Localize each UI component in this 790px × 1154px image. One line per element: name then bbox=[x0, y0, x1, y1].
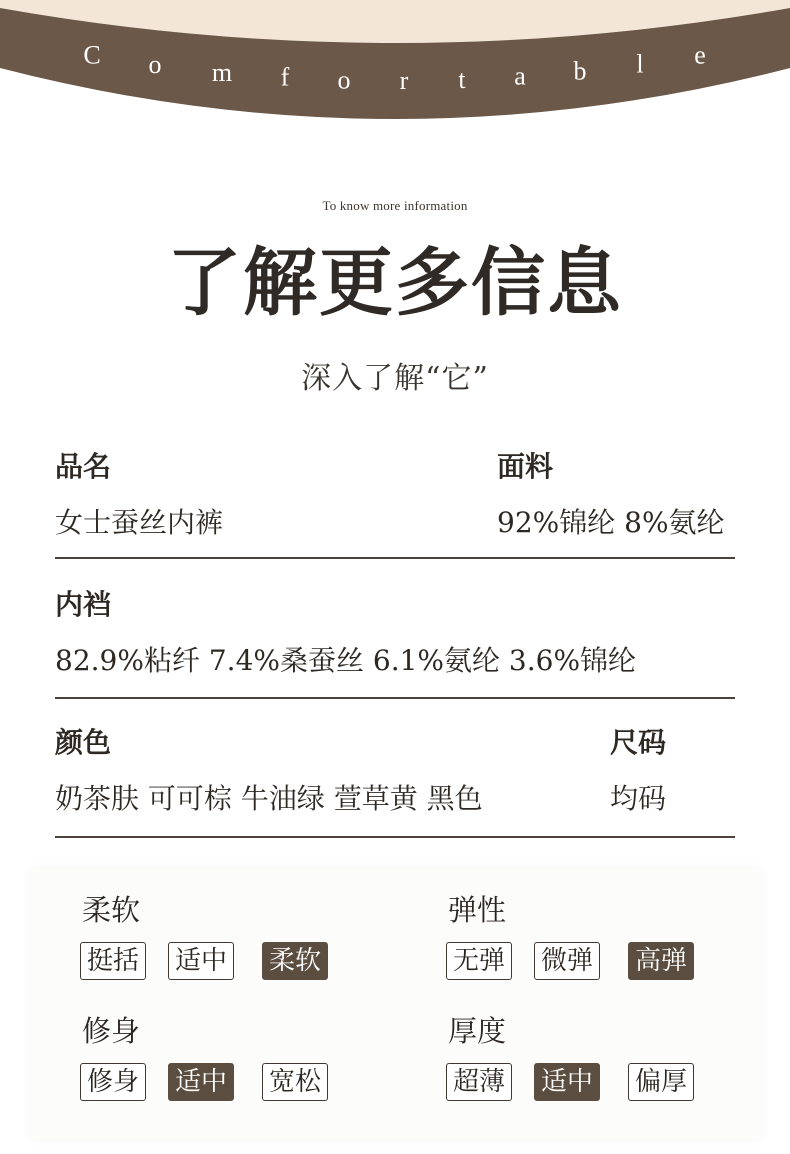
spec-row-crotch bbox=[55, 583, 735, 683]
fit-group bbox=[82, 1011, 322, 1097]
size-label: 尺码 bbox=[610, 726, 667, 759]
softness-option[interactable]: 挺括 bbox=[80, 942, 146, 980]
banner-letter: o bbox=[148, 50, 162, 80]
elasticity-label: 弹性 bbox=[448, 893, 507, 927]
product-name-label: 品名 bbox=[55, 450, 112, 483]
fit-option[interactable]: 修身 bbox=[80, 1063, 146, 1101]
softness-label: 柔软 bbox=[82, 893, 141, 927]
softness-option[interactable]: 适中 bbox=[168, 942, 234, 980]
thickness-group bbox=[448, 1011, 688, 1097]
size-value: 均码 bbox=[610, 782, 667, 815]
crotch-value: 82.9%粘纤 7.4%桑蚕丝 6.1%氨纶 3.6%锦纶 bbox=[55, 644, 637, 677]
fit-label: 修身 bbox=[82, 1014, 141, 1048]
fabric-label: 面料 bbox=[497, 450, 554, 483]
banner-letter: l bbox=[636, 49, 644, 79]
color-value: 奶茶肤 可可棕 牛油绿 萱草黄 黑色 bbox=[55, 782, 483, 815]
comfortable-banner bbox=[0, 0, 790, 130]
softness-group bbox=[82, 890, 322, 976]
fit-option[interactable]: 适中 bbox=[168, 1063, 234, 1101]
banner-letter: C bbox=[83, 40, 101, 70]
thickness-option[interactable]: 适中 bbox=[534, 1063, 600, 1101]
thickness-label: 厚度 bbox=[448, 1014, 507, 1048]
banner-letter: f bbox=[280, 62, 290, 92]
divider bbox=[55, 836, 735, 838]
divider bbox=[55, 557, 735, 559]
thickness-option[interactable]: 超薄 bbox=[446, 1063, 512, 1101]
banner-letter: a bbox=[514, 61, 526, 91]
spec-row-color-size bbox=[55, 721, 735, 821]
divider bbox=[55, 697, 735, 699]
fabric-value: 92%锦纶 8%氨纶 bbox=[497, 506, 725, 539]
banner-letter: m bbox=[211, 57, 233, 87]
banner-letter: t bbox=[458, 64, 466, 94]
thickness-option[interactable]: 偏厚 bbox=[628, 1063, 694, 1101]
elasticity-option[interactable]: 微弹 bbox=[534, 942, 600, 980]
banner-letter: b bbox=[573, 56, 587, 86]
banner-arc bbox=[0, 0, 790, 130]
elasticity-option[interactable]: 高弹 bbox=[628, 942, 694, 980]
elasticity-group bbox=[448, 890, 688, 976]
attribute-panel bbox=[30, 868, 762, 1140]
page-subtitle: 深入了解“它” bbox=[301, 361, 489, 396]
product-name-value: 女士蚕丝内裤 bbox=[55, 506, 224, 539]
fit-option[interactable]: 宽松 bbox=[262, 1063, 328, 1101]
elasticity-option[interactable]: 无弹 bbox=[446, 942, 512, 980]
banner-letter: r bbox=[399, 65, 409, 95]
banner-letter: e bbox=[694, 40, 706, 70]
color-label: 颜色 bbox=[55, 726, 112, 759]
banner-letter: o bbox=[337, 65, 351, 95]
spec-row-name-fabric bbox=[55, 445, 735, 545]
softness-option[interactable]: 柔软 bbox=[262, 942, 328, 980]
page-title: 了解更多信息 bbox=[167, 240, 623, 326]
crotch-label: 内裆 bbox=[55, 588, 112, 621]
eyebrow-text: To know more information bbox=[322, 198, 468, 213]
